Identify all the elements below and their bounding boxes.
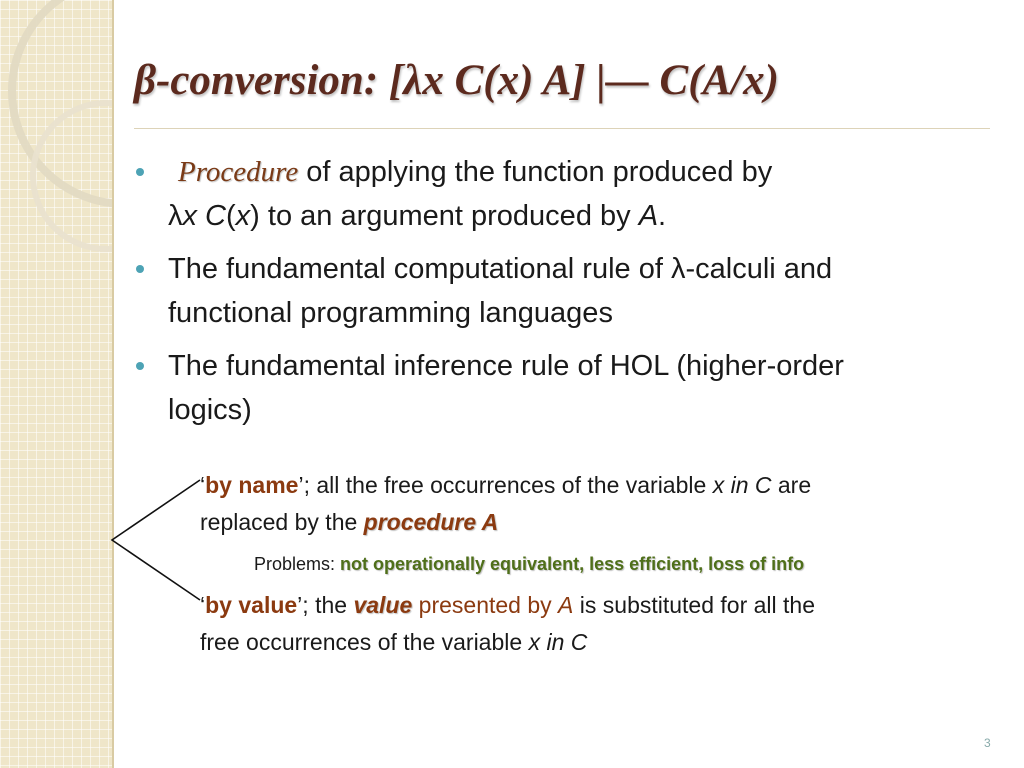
bullet-line bbox=[168, 247, 832, 291]
bullet-line: logics) bbox=[168, 394, 252, 426]
bullet-text: -calculi and bbox=[685, 253, 833, 285]
by-value-line2 bbox=[200, 627, 587, 657]
bullet-text: ) to an argument produced by bbox=[250, 200, 639, 232]
problems-label: Problems: bbox=[254, 554, 341, 574]
by-name-label: by name bbox=[205, 472, 299, 498]
by-name-text: are bbox=[771, 472, 812, 498]
by-name-text: replaced by the bbox=[200, 509, 364, 535]
title-lambda: λ bbox=[403, 57, 423, 104]
quote-mark: ‘ bbox=[200, 592, 206, 618]
problems-note bbox=[254, 552, 804, 576]
bullet-text: A bbox=[638, 200, 659, 232]
by-value-text: ; the bbox=[302, 592, 354, 618]
by-value-text: free occurrences of the variable bbox=[200, 629, 529, 655]
by-value-text: is substituted for all the bbox=[573, 592, 816, 618]
branch-connector bbox=[108, 478, 208, 618]
bullet-dot bbox=[136, 362, 144, 370]
bullet-text: The fundamental computational rule of bbox=[168, 253, 671, 285]
quote-mark: ’ bbox=[297, 592, 303, 618]
bullet-line bbox=[168, 194, 666, 238]
title-main: -conversion: [ bbox=[156, 57, 404, 104]
page-number: 3 bbox=[984, 736, 991, 750]
by-name-line2 bbox=[200, 507, 498, 537]
by-name-text: ; all the free occurrences of the variable bbox=[303, 472, 713, 498]
bullet-text: . bbox=[658, 200, 667, 232]
by-value-label: by value bbox=[205, 592, 298, 618]
bullet-text: x bbox=[235, 200, 251, 232]
sidebar-divider bbox=[112, 0, 114, 768]
by-value-variable: A bbox=[558, 592, 574, 618]
problems-text: not operationally equivalent, less efficient, loss of info bbox=[340, 554, 805, 574]
bullet-dot bbox=[136, 265, 144, 273]
title-divider bbox=[134, 128, 990, 129]
by-name-line1 bbox=[200, 470, 811, 500]
lambda-symbol: λ bbox=[168, 200, 183, 232]
quote-mark: ‘ bbox=[200, 472, 206, 498]
title-beta: β bbox=[134, 57, 157, 104]
lambda-symbol: λ bbox=[670, 253, 686, 285]
by-value-variable: x in C bbox=[528, 629, 588, 655]
title-formula: x C(x) A] |— C(A/x) bbox=[422, 57, 779, 104]
bullet-dot bbox=[136, 168, 144, 176]
value-highlight: value bbox=[353, 592, 413, 618]
bullet-text: x C bbox=[182, 200, 226, 232]
procedure-a-highlight: procedure A bbox=[363, 509, 499, 535]
by-value-line1 bbox=[200, 590, 815, 620]
bullet-text: of applying the function produced by bbox=[298, 156, 773, 188]
procedure-term: Procedure bbox=[178, 156, 299, 188]
decorative-sidebar bbox=[0, 0, 112, 768]
bullet-line: functional programming languages bbox=[168, 297, 613, 329]
by-value-text: presented by bbox=[412, 592, 559, 618]
bullet-text: ( bbox=[226, 200, 236, 232]
bullet-line bbox=[178, 150, 772, 194]
slide-title bbox=[134, 56, 779, 105]
bullet-line: The fundamental inference rule of HOL (higher-order bbox=[168, 350, 844, 382]
by-name-variable: x in C bbox=[712, 472, 772, 498]
quote-mark: ’ bbox=[298, 472, 304, 498]
